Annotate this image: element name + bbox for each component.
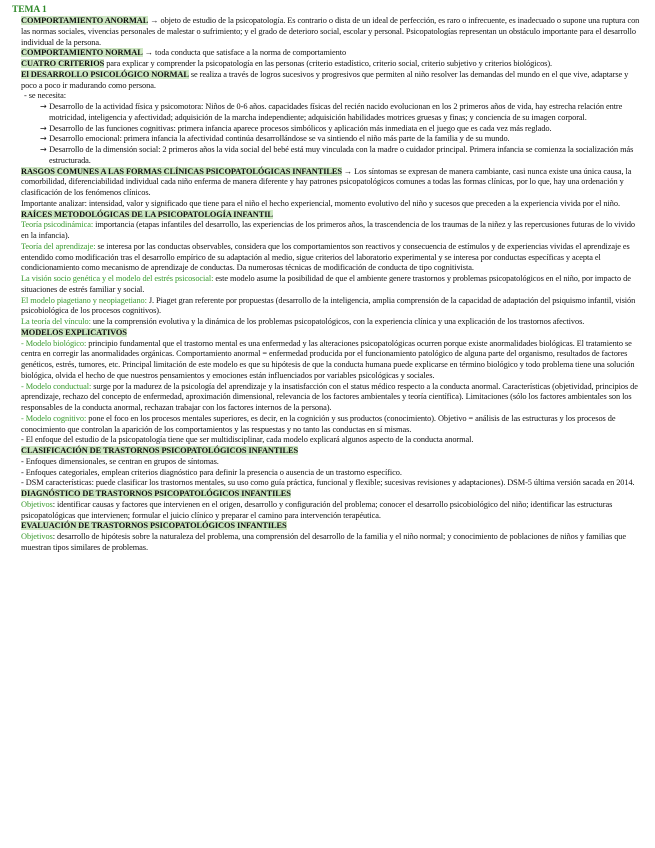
heading-raices: RAÍCES METODOLÓGICAS DE LA PSICOPATOLOGÍA INFANTIL [21, 209, 273, 219]
para-modelos-heading [21, 328, 643, 339]
para-dimensionales: - Enfoques dimensionales, se centran en grupos de síntomas. [21, 456, 219, 466]
bullet-cognitivas-title: Desarrollo de las funciones cognitivas [49, 123, 174, 133]
bullet-emocional-text: : primera infancia la afectividad continúa desarrollándose se va sintiendo el niño más parte de la familia y de su mundo. [119, 134, 510, 144]
para-importante: Importante analizar: intensidad, valor y significado que tiene para el niño el hecho experiencial, momento evolutivo del niño y sucesos que preceden a la experiencia vivida por el niño. [21, 198, 620, 208]
para-raices-heading [21, 210, 643, 221]
bullet-social-text: : 2 primeros años la vida social del bebé está muy vinculada con la madre o cuidador principal. Primera infancia se comienza la socialización más estructurada. [49, 145, 634, 165]
text-psicodinamica: importancia (etapas infantiles del desarrollo, las experiencias de los primeros años, la trascendencia de los traumas de la niñez y las repercusiones futuras de lo vivido en la infancia). [21, 220, 636, 240]
label-vinculo: La teoría del vínculo: [21, 317, 91, 326]
arrow-icon: → [40, 102, 50, 111]
para-dsm: - DSM características: puede clasificar los trastornos mentales, su uso como guía práctica, funcional y flexible; sucesivas revisiones y adaptaciones). DSM-5 última versión sacada en 2014. [21, 478, 635, 488]
heading-modelos: MODELOS EXPLICATIVOS [21, 327, 127, 337]
bullet-cognitivas [40, 124, 643, 135]
para-enfoque: - El enfoque del estudio de la psicopatología tiene que ser multidisciplinar, cada modelo explicará algunos aspecto de la conducta anormal. [21, 435, 474, 445]
text-vinculo: une la comprensión evolutiva y la dinámica de los problemas psicopatológicos, con la experiencia clínica y una explicación de los trastornos afectivos. [90, 317, 585, 326]
para-cognitivo [21, 414, 643, 436]
label-objetivos-diag: Objetivos [21, 499, 53, 509]
heading-rasgos: RASGOS COMUNES A LAS FORMAS CLÍNICAS PSICOPATOLÓGICAS INFANTILES [21, 166, 342, 176]
text-necesita: - se necesita: [24, 91, 66, 101]
text-rasgos: → Los síntomas se expresan de manera cambiante, casi nunca existe una única causa, la comorbilidad, diferenciabilidad individual cada niño enferma de manera diferente y hay patrones psicopatológicos comunes a todas las formas clínicas, por lo que, hay una ordenación y clasificación de los fenómenos clínicos. [21, 166, 632, 197]
text-evaluacion: : desarrollo de hipótesis sobre la naturaleza del problema, una comprensión del desarrollo de la familia y el niño normal; y conocimiento de poblaciones de niños y familias que muestran tipos similares de problemas. [21, 532, 627, 552]
text-piagetiano: J. Piaget gran referente por propuestas (desarrollo de la inteligencia, amplia comprensión de la capacidad de adaptación del psiquismo infantil, visión psicobiológica de los procesos cognitivos). [21, 295, 636, 316]
label-psicodinamica: Teoría psicodinámica: [21, 220, 94, 230]
heading-normal: COMPORTAMIENTO NORMAL [21, 48, 143, 58]
para-diag-heading [21, 489, 643, 500]
para-aprendizaje [21, 242, 643, 274]
label-objetivos-eval: Objetivos [21, 532, 53, 541]
para-diagnostico [21, 500, 643, 522]
label-sociogenetica: La visión socio genética y el modelo del estrés psicosocial: [21, 274, 214, 283]
label-piagetiano: El modelo piagetiano y neopiagetiano: [21, 295, 147, 305]
text-conductual: surge por la madurez de la psicología del aprendizaje y la insatisfacción con el status médico respecto a la conducta anormal. Características (objetividad, principios de aprendizaje, rechazo del concepto de enfermedad, aproximación dimensional, relevancia de los factores ambientales y teoría científica). Limitaciones (sólo los factores ambientales son los responsables de la conducta anormal, rechazan trabajar con los factores internos de la persona). [21, 381, 638, 412]
para-normal [21, 48, 643, 59]
para-anormal [21, 16, 643, 48]
bullet-emocional [40, 134, 643, 145]
label-aprendizaje: Teoría del aprendizaje: [21, 241, 96, 251]
text-desarrollo: se realiza a través de logros sucesivos y progresivos que permiten al niño resolver las demandas del mundo en el que vive, adaptarse y poco a poco ir madurando como persona. [21, 69, 629, 90]
heading-diagnostico: DIAGNÓSTICO DE TRASTORNOS PSICOPATOLÓGICOS INFANTILES [21, 489, 291, 498]
para-sociogenetica [21, 274, 643, 296]
para-biologico [21, 339, 643, 382]
bullet-fisica [40, 102, 643, 124]
text-criterios: para explicar y comprender la psicopatología en las personas (criterio estadístico, criterio social, criterio subjetivo y criterios biológicos). [104, 59, 553, 68]
para-rasgos [21, 167, 643, 199]
text-anormal: → objeto de estudio de la psicopatología. Es contrario o dista de un ideal de perfección, es raro o infrecuente, es inadecuado o supone una ruptura con las normas sociales, vivencias personales de malestar o sufrimiento; y el grado de deterioro social, escolar y personal. Psicopatologías representan un obstáculo importante para el desarrollo individual de la persona. [21, 16, 640, 47]
para-eval-heading [21, 521, 643, 532]
text-normal: → toda conducta que satisface a la norma de comportamiento [142, 48, 347, 58]
arrow-icon: → [40, 134, 50, 144]
heading-criterios: CUATRO CRITERIOS [21, 59, 105, 68]
heading-clasificacion: CLASIFICACIÓN DE TRASTORNOS PSICOPATOLÓGICOS INFANTILES [21, 446, 299, 455]
label-biologico: - Modelo biológico: [21, 338, 87, 348]
arrow-icon: → [40, 145, 50, 154]
bullet-emocional-title: Desarrollo emocional [49, 134, 120, 144]
para-psicodinamica [21, 220, 643, 242]
para-criterios [21, 59, 643, 70]
bullet-fisica-title: Desarrollo de la actividad física y psicomotora [49, 102, 202, 111]
text-aprendizaje: se interesa por las conductas observables, considera que los comportamientos son reactivos y consecuencia de estímulos y de experiencias vividas el aprendizaje es entendido como modificación tras el desarrollo empírico de su adaptación al medio, sigue criterios del laboratorio experimental y se interesa por conductas específicas y acepta el condicionamiento como mecanismo de aprendizaje de conductas. Da numerosas técnicas de modificación de conducta de tipo cognitivista. [21, 241, 630, 273]
page-title: TEMA 1 [12, 5, 47, 15]
heading-evaluacion: EVALUACIÓN DE TRASTORNOS PSICOPATOLÓGICOS INFANTILES [21, 521, 287, 531]
text-diagnostico: : identificar causas y factores que intervienen en el origen, desarrollo y configuración del problema; conocer el desarrollo psicobiológico del niño; identificar las estructuras psicopatológicas que intervienen; formular el juicio clínico y preparar el camino para intervención terapéutica. [21, 499, 613, 520]
text-biologico: principio fundamental que el trastorno mental es una enfermedad y las alteraciones psicopatológicas ocurren porque existe anormalidades biológicas. El tratamiento se centra en corregir las anormalidades orgánicas. Comportamiento anormal = enfermedad producida por el funcionamiento patológico de alguna parte del organismo, resultados de factores genéticos, estrés, tumores, etc. Principal limitación de este modelo es que su hipótesis de que la conducta humana puede explicarse en término biológico y todo problema tiene una solución biológica, olvida el hecho de que nuestros pensamientos y emociones están influenciados por variables psicológicas y sociales. [21, 338, 635, 380]
bullet-social [40, 145, 643, 167]
bullet-social-title: Desarrollo de la dimensión social [49, 145, 159, 154]
text-cognitivo: pone el foco en los procesos mentales superiores, es decir, en la cognición y sus productos (conocimiento). Objetivo = análisis de las estructuras y los procesos de conocimiento que controlan la aparición de los comportamientos y las respuestas y no tanto las conductas en sí mismas. [21, 413, 616, 434]
label-conductual: - Modelo conductual: [21, 381, 92, 391]
para-clasif-heading [21, 446, 643, 457]
para-conductual [21, 382, 643, 414]
arrow-icon: → [40, 123, 50, 133]
para-categoriales: - Enfoques categoriales, emplean criterios diagnóstico para definir la presencia o ausencia de un trastorno específico. [21, 467, 402, 477]
heading-desarrollo: El DESARROLLO PSICOLÓGICO NORMAL [21, 69, 189, 79]
text-sociogenetica: este modelo asume la posibilidad de que el ambiente genere trastornos y problemas psicopatológicos en el niño, por impacto de situaciones de estrés familiar y social. [21, 274, 631, 294]
para-evaluacion [21, 532, 643, 554]
para-piagetiano [21, 296, 643, 318]
bullet-cognitivas-text: : primera infancia aparece procesos simbólicos y aplicación más inmediata en el juego que es cada vez más reglado. [173, 123, 552, 133]
para-vinculo [21, 317, 643, 328]
bullet-fisica-text: : Niños de 0-6 años. capacidades físicas del recién nacido evolucionan en los 2 primeros años de vida, hay estrecha relación entre motricidad, inteligencia y afectividad; adquisición de la marcha independiente; adquisición habilidades motrices gruesas y finas; y conciencia de su imagen corporal. [49, 102, 623, 122]
para-desarrollo [21, 70, 643, 92]
label-cognitivo: - Modelo cognitivo: [21, 413, 87, 423]
heading-anormal: COMPORTAMIENTO ANORMAL [21, 16, 149, 25]
